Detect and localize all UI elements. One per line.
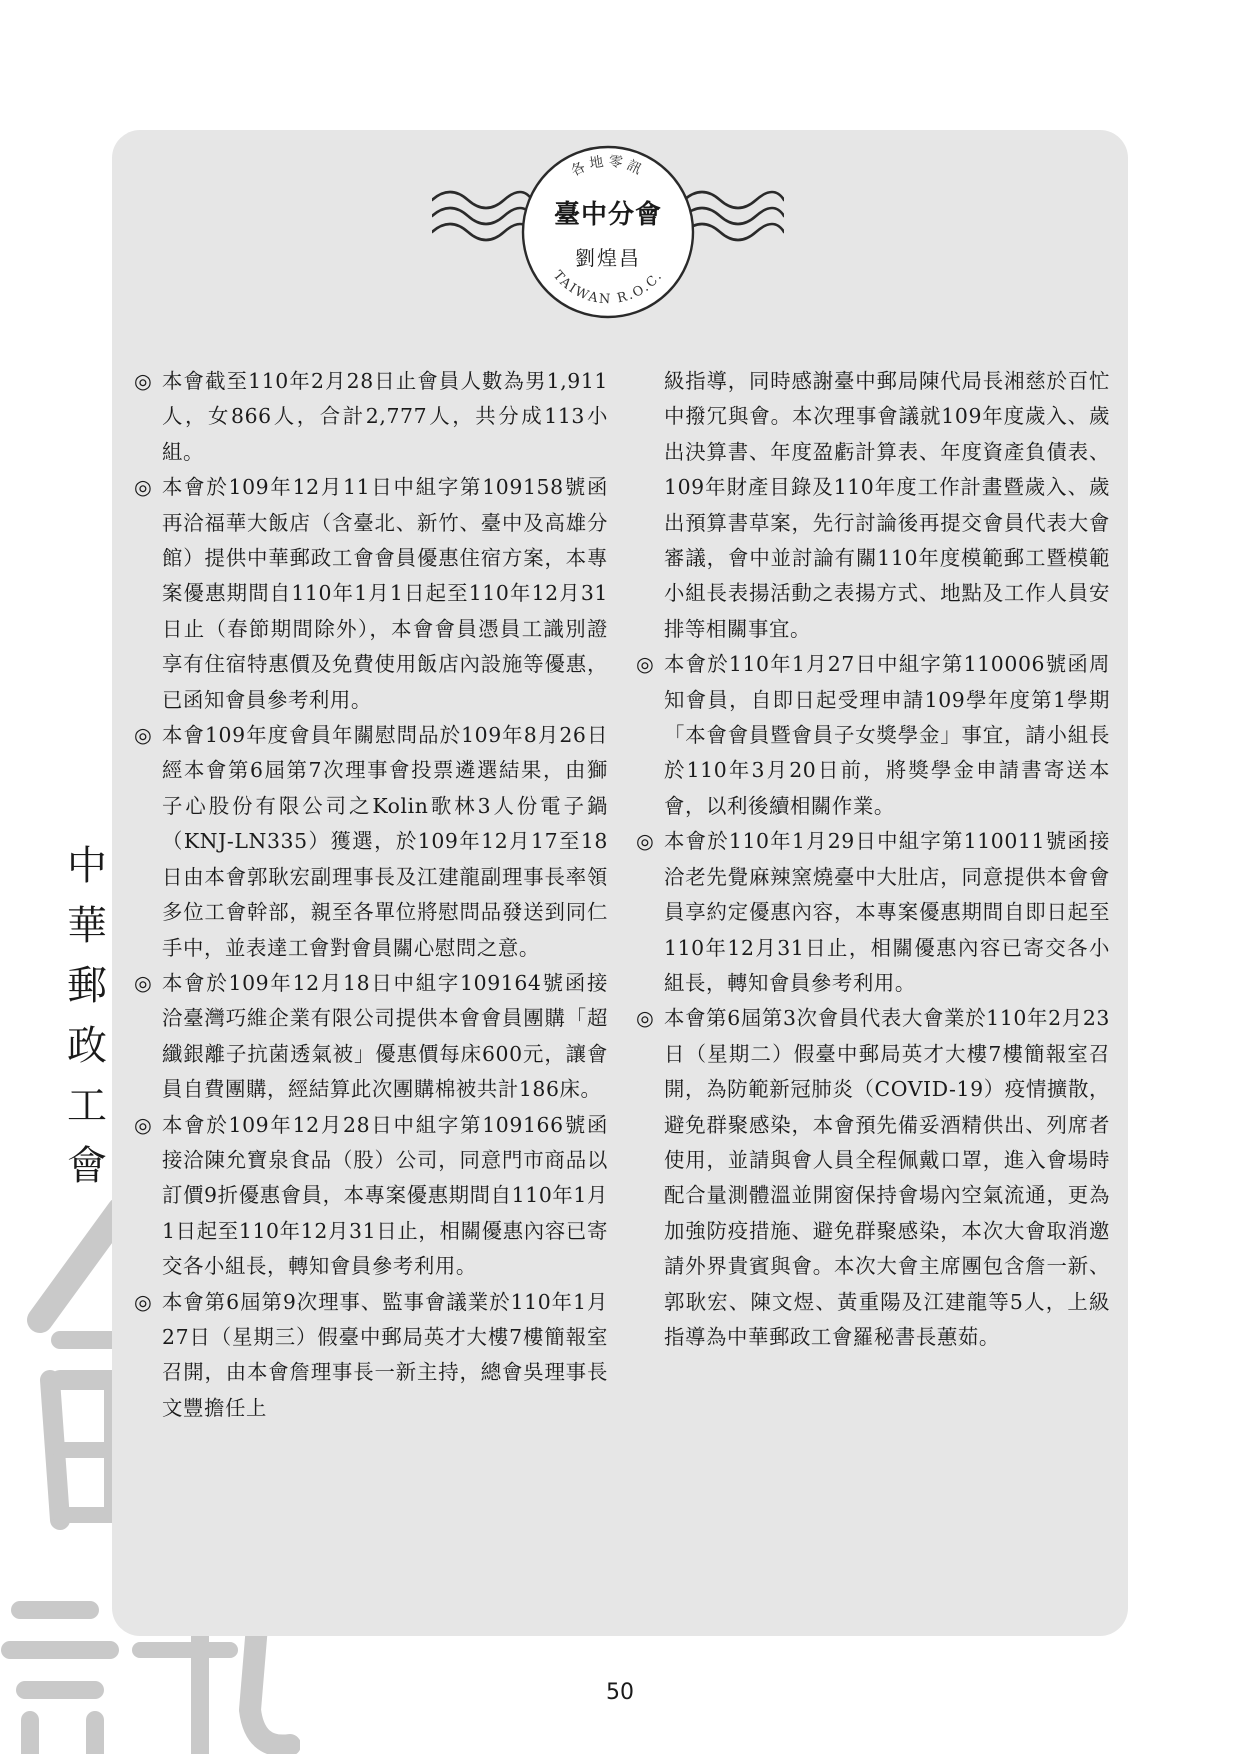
news-item-text: 本會109年度會員年關慰問品於109年8月26日經本會第6屆第7次理事會投票遴選結果，由獅子心股份有限公司之Kolin歌林3人份電子鍋（KNJ-LN335）獲選，於109年12月17至18日由本會郭耿宏副理事長及江建龍副理事長率領多位工會幹部，親至各單位將慰問品發送到同仁手中，並表達工會對會員關心慰問之意。 [162, 723, 608, 960]
bullet-mark: ◎ [134, 970, 153, 995]
bullet-mark: ◎ [636, 829, 655, 854]
news-item [134, 470, 608, 718]
news-item [636, 647, 1110, 824]
bullet-mark: ◎ [636, 1006, 655, 1031]
side-title-char: 郵 [67, 963, 107, 1009]
news-item-text: 本會於110年1月27日中組字第110006號函周知會員，自即日起受理申請109學年度第1學期「本會會員暨會員子女獎學金」事宜，請小組長於110年3月20日前，將獎學金申請書寄送本會，以利後續相關作業。 [664, 652, 1110, 818]
side-title [62, 836, 112, 1196]
news-item-text: 本會第6屆第3次會員代表大會業於110年2月23日（星期二）假臺中郵局英才大樓7樓簡報室召開，為防範新冠肺炎（COVID-19）疫情擴散，避免群聚感染，本會預先備妥酒精供出、列席者使用，並請與會人員全程佩戴口罩，進入會場時配合量測體溫並開窗保持會場內空氣流通，更為加強防疫措施、避免群聚感染，本次大會取消邀請外界貴賓與會。本次大會主席團包含詹一新、郭耿宏、陳文煜、黃重陽及江建龍等5人，上級指導為中華郵政工會羅秘書長蕙茹。 [664, 1006, 1110, 1349]
news-item-text: 本會於109年12月28日中組字第109166號函接洽陳允寶泉食品（股）公司，同意門市商品以訂價9折優惠會員，本專案優惠期間自110年1月1日起至110年12月31日止，相關優惠內容已寄交各小組長，轉知會員參考利用。 [162, 1112, 608, 1279]
news-item-text: 本會於109年12月18日中組字109164號函接洽臺灣巧維企業有限公司提供本會會員團購「超纖銀離子抗菌透氣被」優惠價每床600元，讓會員自費團購，經結算此次團購棉被共計186床。 [162, 970, 608, 1102]
news-item [134, 718, 608, 966]
side-title-char: 華 [67, 903, 107, 949]
news-item [636, 1001, 1110, 1355]
news-item [134, 364, 608, 470]
side-title-char: 中 [67, 843, 107, 889]
right-column [636, 364, 1110, 1355]
news-item-text: 本會於109年12月11日中組字第109158號函再洽福華大飯店（含臺北、新竹、臺中及高雄分館）提供中華郵政工會會員優惠住宿方案，本專案優惠期間自110年1月1日起至110年12月31日止（春節期間除外），本會會員憑員工識別證享有住宿特惠價及免費使用飯店內設施等優惠，已函知會員參考利用。 [162, 475, 608, 712]
news-item-continuation: 級指導，同時感謝臺中郵局陳代局長湘慈於百忙中撥冗與會。本次理事會議就109年度歲入、歲出決算書、年度盈虧計算表、年度資產負債表、109年財產目錄及110年度工作計畫暨歲入、歲出預算書草案，先行討論後再提交會員代表大會審議，會中並討論有關110年度模範郵工暨模範小組長表揚活動之表揚方式、地點及工作人員安排等相關事宜。 [664, 369, 1110, 641]
news-item-text: 本會截至110年2月28日止會員人數為男1,911人，女866人，合計2,777人，共分成113小組。 [162, 369, 608, 464]
postmark-graphic [432, 140, 784, 330]
bullet-mark: ◎ [636, 652, 655, 677]
bullet-mark: ◎ [134, 475, 153, 500]
bullet-mark: ◎ [134, 1112, 153, 1137]
side-title-char: 工 [67, 1083, 107, 1129]
news-item-text: 本會第6屆第9次理事、監事會議業於110年1月27日（星期三）假臺中郵局英才大樓7樓簡報室召開，由本會詹理事長一新主持，總會吳理事長文豐擔任上 [162, 1289, 608, 1420]
branch-title: 臺中分會 [553, 200, 662, 230]
postmark-stamp [432, 140, 784, 330]
side-title-char: 會 [67, 1143, 107, 1189]
bullet-mark: ◎ [134, 1289, 153, 1314]
news-item-text: 本會於110年1月29日中組字第110011號函接洽老先覺麻辣窯燒臺中大肚店，同意提供本會會員享約定優惠內容，本專案優惠期間自即日起至110年12月31日止，相關優惠內容已寄交各小組長，轉知會員參考利用。 [664, 829, 1110, 995]
stamp-bottom-arc: TAIWAN R.O.C. [549, 268, 667, 308]
page-number: 50 [606, 1680, 634, 1705]
news-item [134, 1108, 608, 1285]
stamp-top-arc: 各地零訊 [568, 153, 648, 180]
bullet-mark: ◎ [134, 723, 153, 748]
news-item [134, 966, 608, 1108]
news-item [636, 824, 1110, 1001]
left-column [134, 364, 608, 1426]
side-title-char: 政 [67, 1023, 107, 1069]
author-name: 劉煌昌 [575, 246, 641, 270]
bullet-mark: ◎ [134, 369, 153, 393]
news-item [134, 1285, 608, 1427]
